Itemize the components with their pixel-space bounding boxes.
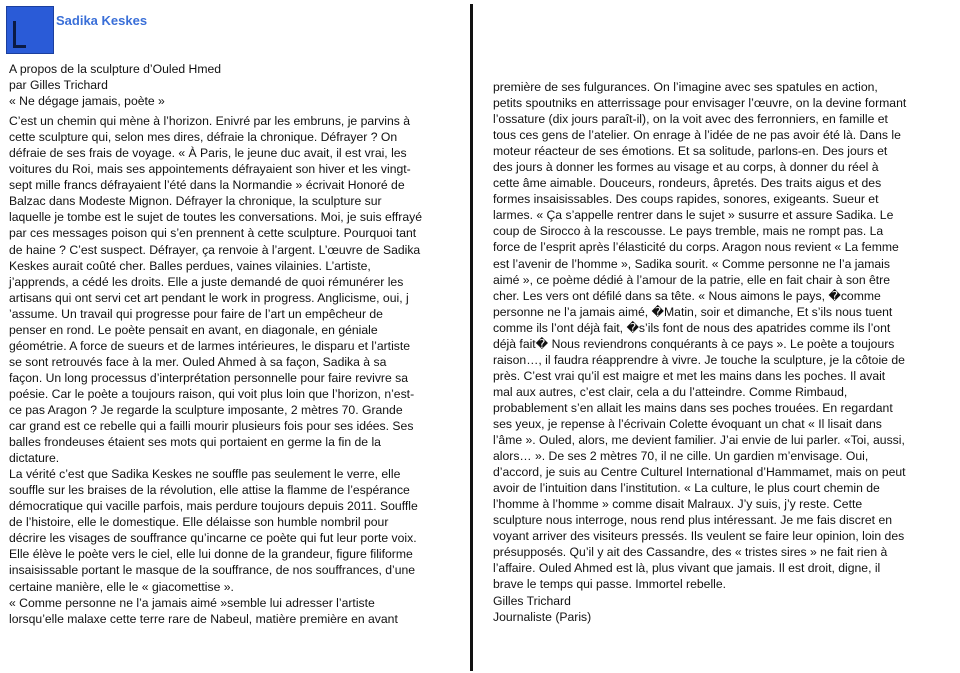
column-divider <box>470 4 473 671</box>
signature-name: Gilles Trichard <box>493 593 571 608</box>
profile-header <box>6 6 466 54</box>
avatar[interactable] <box>6 6 54 54</box>
article-byline: par Gilles Trichard <box>9 78 108 93</box>
article-right-column <box>493 79 955 625</box>
author-name-link[interactable]: Sadika Keskes <box>56 13 148 28</box>
article-subtitle: « Ne dégage jamais, poète » <box>9 94 165 109</box>
article-body-right: première de ses fulgurances. On l’imagine avec ses spatules en action, petits spoutniks en atterrissage pour envisager l’œuvre, on la devine formant l’ossature (dix jours paraît-il), on la voit avec des ferronniers, en famille et tous ces gens de l’atelier. On enrage à l’idée de ne pas avoir été là. Dans le moteur réacteur de ses émotions. Et sa solitude, parlons-en. Des jours et des jours à donner les formes au visage et au corps, à donner du réel à cette âme aimable. Douceurs, rondeurs, âpretés. Des traits aigus et des formes insaisissables. Des coups rapides, sonores, exigeants. Sueur et larmes. « Ça s’appelle rentrer dans le sujet » susurre et assure Sadika. Le coup de Sirocco à la rescousse. Le pays tremble, mais ne rompt pas. La force de l’esprit après l’élasticité du corps. Aragon nous revient « La femme est l’avenir de l’homme », Sadika sourit. « Comme personne ne l’a jamais aimé », ce poème dédié à l’amour de la patrie, elle en fait chair à son être cher. Les vers ont défilé dans sa tête. « Nous aimons le pays, �comme personne ne l’a jamais aimé, �Matin, soir et dimanche, Et s’ils nous tuent comme ils l’ont déjà fait, �s’ils font de nous des apatrides comme ils l’ont déjà fait� Nous reviendrons conquérants à ce pays ». Le poète a toujours raison…, il faudra réapprendre à vivre. Je touche la sculpture, je la côtoie de près. C’est vrai qu’il est maigre et met les mains dans les poches. Il avait mal aux autres, c’est clair, cela a du l’atteindre. Comme Rimbaud, probablement s’en allait les mains dans ses poches trouées. En regardant ses yeux, je repense à l’écrivain Colette évoquant un chat « Il lisait dans l’âme ». Ouled, alors, me devient familier. J’ai envie de lui parler. «Toi, aussi, alors… ». De ses 2 mètres 70, il ne cille. Un gardien m’envisage. Oui, d’accord, je suis au Centre Culturel International d’Hammamet, mais on peut avoir de l’intuition dans l’institution. « La culture, le plus court chemin de l’homme à l’homme » comme disait Malraux. J’y suis, j’y reste. Cette sculpture nous interroge, nous rend plus intéressant. Je me fais discret en voyant arriver des visiteurs pressés. Ils veulent se faire leur opinion, loin des présupposés. Qu’il y ait des Cassandre, des « tristes sires » ne fait rien à l’affaire. Ouled Ahmed est là, plus vivant que jamais. Il est droit, digne, il brave le temps qui passe. Immortel rebelle. <box>493 80 907 592</box>
article-title: A propos de la sculpture d’Ouled Hmed <box>9 62 222 76</box>
article-left-column <box>9 61 467 627</box>
article-body-left: C’est un chemin qui mène à l’horizon. Enivré par les embruns, je parvins à cette sculpture qui, selon mes dires, défraie la chronique. Défrayer ? On défraie de ses frais de voyage. « À Paris, le jeune duc avait, il est vrai, les voitures du Roi, mais ses appointements défrayaient son hiver et les vingt- sept mille francs défrayaient l’été dans la Normandie » écrivait Honoré de Balzac dans Modeste Mignon. Défrayer la chronique, la sculpture sur laquelle je tombe est le sujet de toutes les conversations. Moi, je suis effrayé par ces messages poison qui s’en prennent à cette sculpture. Pourquoi tant de haine ? C’est suspect. Défrayer, ça renvoie à l’argent. L’œuvre de Sadika Keskes aurait coûté cher. Balles perdues, vaines vilainies. L’artiste, j’apprends, a cédé les droits. Elle a juste demandé de quoi rémunérer les artisans qui ont servi cet art pendant le work in progress. Anglicisme, oui, j ’assume. Un travail qui progresse pour faire de l’art un empêcheur de penser en rond. Le poète pensait en avant, en diagonale, en géniale géométrie. A force de sueurs et de larmes intérieures, le disparu et l’artiste se sont retrouvés face à la mer. Ouled Ahmed à sa façon, Sadika à sa façon. Un long processus d’interprétation personnelle pour faire revivre sa poésie. Car le poète a toujours raison, qui voit plus loin que l’horizon, n’est- ce pas Aragon ? Je regarde la sculpture imposante, 2 mètres 70. Grande car grand est ce rebelle qui a failli mourir plusieurs fois pour ses idées. Ses balles frondeuses étaient ses mots qui portaient en germe la fin de la dictature. La vérité c’est que Sadika Keskes ne souffle pas seulement le verre, elle souffle sur les braises de la révolution, elle attise la flamme de l’espérance démocratique qui vacille parfois, mais perdure toujours depuis 2011. Souffle de l’histoire, elle le domestique. Elle délaisse son humble nombril pour décrire les visages de souffrance qu’incarne ce poète qui fut leur porte voix. Elle élève le poète vers le ciel, elle lui donne de la grandeur, figure filiforme insaisissable portant le masque de la souffrance, de nos souffrances, d’une certaine manière, elle le « giacomettise ». « Comme personne ne l’a jamais aimé »semble lui adresser l’artiste lorsqu’elle malaxe cette terre rare de Nabeul, matière première en avant <box>9 114 423 626</box>
article-meta <box>9 61 467 109</box>
signature-role: Journaliste (Paris) <box>493 609 592 624</box>
